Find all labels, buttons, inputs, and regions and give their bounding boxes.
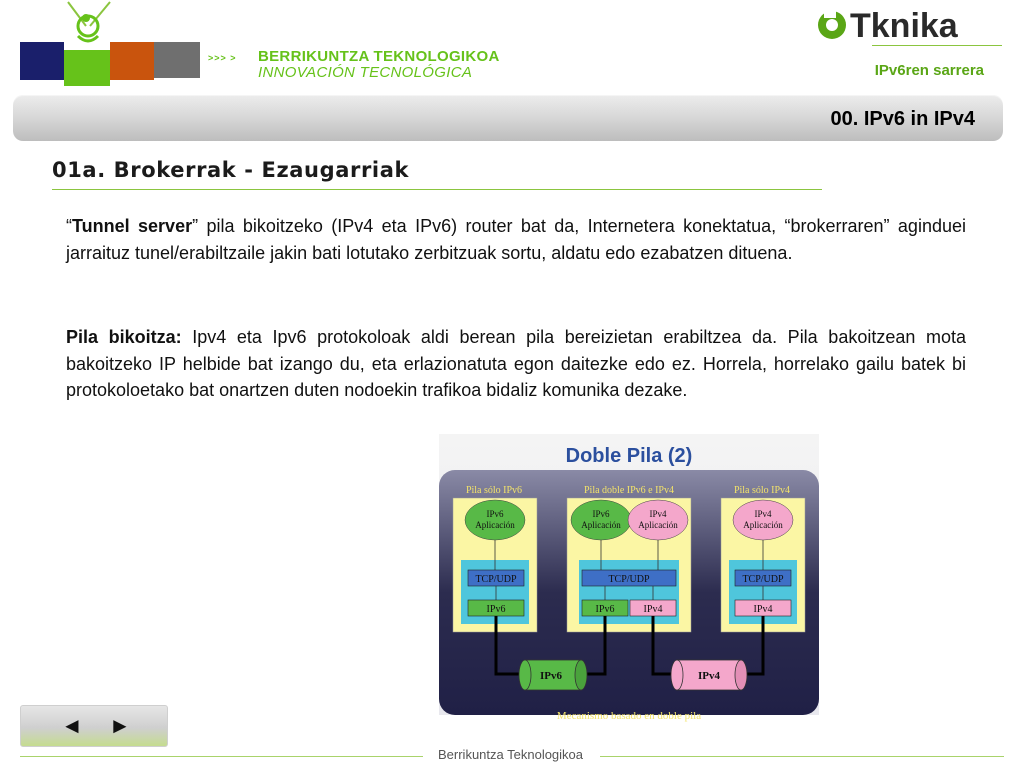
slide-navigation	[20, 705, 168, 747]
tknika-wordmark: Tknika	[850, 7, 958, 45]
app-ipv4-label-2: Aplicación	[743, 520, 783, 530]
app-ipv4-label-1: IPv4	[754, 509, 772, 519]
title-divider	[52, 189, 822, 190]
diagram-caption: Mecanismo basado en doble pila	[556, 710, 702, 722]
term-dual-stack: Pila bikoitza:	[66, 327, 182, 347]
ip-box-ipv4-only: IPv4	[753, 604, 773, 615]
app-ipv4-dual-label-1: IPv4	[649, 509, 667, 519]
tcp-udp-label-2: TCP/UDP	[608, 574, 650, 585]
brand-title: BERRIKUNTZA TEKNOLOGIKOA	[258, 48, 500, 65]
ip-box-dual-ipv4: IPv4	[643, 604, 663, 615]
brand-square-orange	[110, 42, 154, 80]
footer-rule-left	[20, 756, 423, 757]
tknika-logo	[812, 4, 1002, 46]
footer-text: Berrikuntza Teknologikoa	[438, 747, 584, 762]
app-ipv6-label-1: IPv6	[486, 509, 504, 519]
brand-square-green	[64, 50, 110, 86]
ip-box-ipv6-only: IPv6	[486, 604, 506, 615]
tcp-udp-label-1: TCP/UDP	[475, 574, 517, 585]
term-tunnel-server: Tunnel server	[72, 216, 193, 236]
tknika-mascot-logo	[62, 2, 114, 46]
app-ipv6-label-2: Aplicación	[475, 520, 515, 530]
app-ipv4-dual-label-2: Aplicación	[638, 520, 678, 530]
footer-rule-right	[600, 756, 1004, 757]
col-header-ipv4-only: Pila sólo IPv4	[733, 485, 791, 496]
brand-square-navy	[20, 42, 64, 80]
paragraph-dual-stack	[66, 324, 966, 404]
ip-box-dual-ipv6: IPv6	[595, 604, 615, 615]
header-rule	[872, 45, 1002, 46]
diagram-title: Doble Pila (2)	[565, 445, 693, 467]
col-header-dual: Pila doble IPv6 e IPv4	[584, 485, 674, 496]
brand-square-gray	[154, 42, 200, 78]
app-ipv6-dual-label-1: IPv6	[592, 509, 610, 519]
tunnel-server-definition: ” pila bikoitzeko (IPv4 eta IPv6) router bat da, Internetera konektatua, “brokerraren” aginduei jarraituz tunel/erabiltzaile jakin bati lotutako zerbitzuak sortu, aldatu edo ezabatzen dituena.	[66, 216, 966, 263]
section-title: 00. IPv6 in IPv4	[830, 108, 975, 130]
app-ipv6-dual-label-2: Aplicación	[581, 520, 621, 530]
course-name: IPv6ren sarrera	[874, 62, 984, 79]
dual-stack-diagram	[439, 434, 819, 722]
brand-subtitle: INNOVACIÓN TECNOLÓGICA	[258, 64, 473, 81]
col-header-ipv6-only: Pila sólo IPv6	[465, 485, 523, 496]
next-slide-button[interactable]: ►	[109, 713, 131, 738]
brand-arrows: >>> >	[208, 53, 237, 63]
tcp-udp-label-3: TCP/UDP	[742, 574, 784, 585]
network-ipv4: IPv4	[698, 670, 720, 682]
section-bar	[13, 95, 1003, 141]
paragraph-tunnel-server	[66, 213, 966, 266]
slide-title: 01a. Brokerrak - Ezaugarriak	[52, 158, 410, 182]
dual-stack-definition: Ipv4 eta Ipv6 protokoloak aldi berean pila bereizietan erabiltzea da. Pila bakoitzean mota bakoitzeko IP helbide bat izango du, eta erlazionatuta egon daitezke edo ez. Horrela, horrelako gailu batek bi protokoloetako bat onartzen duten nodoekin trafikoa bidaliz komunika dezake.	[66, 327, 966, 400]
previous-slide-button[interactable]: ◄	[61, 713, 83, 738]
network-ipv6: IPv6	[540, 670, 562, 682]
open-quote: “	[66, 216, 72, 236]
